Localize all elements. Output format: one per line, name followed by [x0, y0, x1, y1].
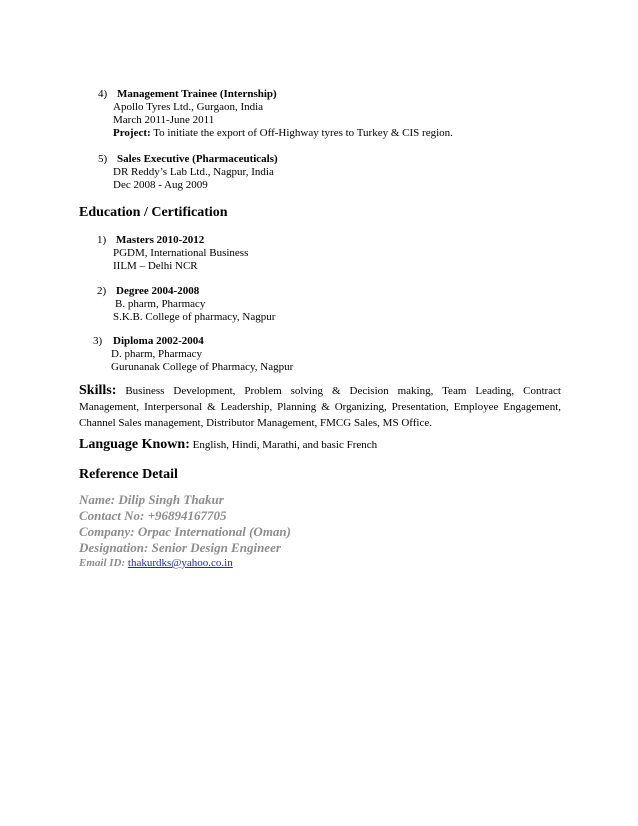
education-title: Diploma 2002-2004 [113, 335, 204, 347]
dates: Dec 2008 - Aug 2009 [113, 179, 208, 191]
reference-email-line [79, 556, 233, 570]
project-line [113, 127, 453, 140]
language-label: Language Known: [79, 437, 190, 452]
list-number: 1) [97, 234, 107, 246]
reference-designation: Designation: Senior Design Engineer [79, 540, 281, 555]
project-label: Project: [113, 127, 151, 139]
company: Apollo Tyres Ltd., Gurgaon, India [113, 101, 264, 113]
education-line: D. pharm, Pharmacy [111, 348, 203, 360]
list-number: 2) [97, 285, 107, 297]
language-paragraph [79, 437, 561, 453]
list-number: 5) [98, 153, 108, 165]
education-heading: Education / Certification [79, 205, 228, 220]
reference-contact: Contact No: +96894167705 [79, 508, 227, 523]
skills-label: Skills: [79, 383, 117, 398]
job-title: Sales Executive (Pharmaceuticals) [117, 153, 278, 165]
education-item [0, 234, 638, 273]
education-line: Gurunanak College of Pharmacy, Nagpur [111, 361, 294, 373]
skills-paragraph [79, 383, 561, 431]
experience-item [0, 153, 638, 192]
language-text: English, Hindi, Marathi, and basic French [189, 439, 378, 451]
education-title: Degree 2004-2008 [116, 285, 200, 297]
company: DR Reddy’s Lab Ltd., Nagpur, India [113, 166, 274, 178]
project-text: To initiate the export of Off-Highway tyres to Turkey & CIS region. [150, 127, 453, 139]
list-number: 3) [93, 335, 103, 347]
dates: March 2011-June 2011 [113, 114, 215, 126]
education-line: S.K.B. College of pharmacy, Nagpur [113, 311, 276, 323]
reference-company: Company: Orpac International (Oman) [79, 524, 291, 539]
reference-name: Name: Dilip Singh Thakur [79, 492, 224, 507]
education-item [0, 285, 638, 324]
experience-item [0, 88, 638, 140]
email-label: Email ID: [79, 557, 126, 569]
reference-heading: Reference Detail [79, 467, 178, 482]
job-title: Management Trainee (Internship) [117, 88, 277, 100]
education-line: PGDM, International Business [113, 247, 249, 259]
education-line: B. pharm, Pharmacy [115, 298, 206, 310]
education-item [0, 335, 638, 374]
education-title: Masters 2010-2012 [116, 234, 205, 246]
list-number: 4) [98, 88, 108, 100]
education-line: IILM – Delhi NCR [113, 260, 198, 272]
email-link[interactable]: thakurdks@yahoo.co.in [127, 557, 233, 569]
skills-text: Business Development, Problem solving & Decision making, Team Leading, Contract Management, Interpersonal & Leadership, Planning & Organizing, Presentation, Employee Engagement, Channel Sales management, Distributor Management, FMCG Sales, MS Office. [79, 385, 561, 429]
